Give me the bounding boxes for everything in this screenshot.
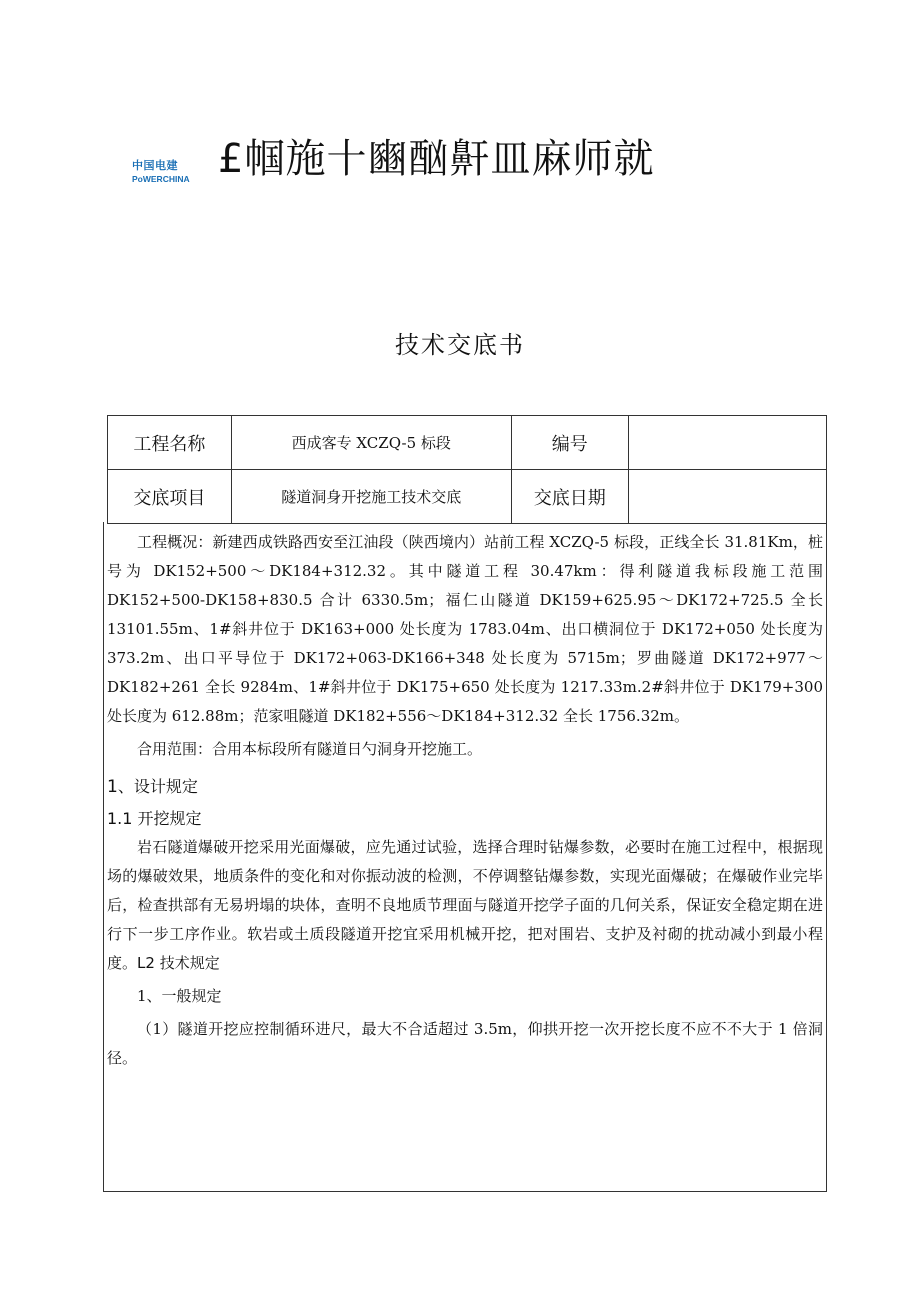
content-body [107,528,823,1073]
section-1-title: 、设计规定 [117,777,198,796]
rule-item-1: （1）隧道开挖应控制循环进尺，最大不合适超过 3.5m，仰拱开挖一次开挖长度不应不不大于 1 倍洞径。 [107,1020,823,1067]
code-label: 编号 [511,416,628,470]
powerchina-logo [132,157,212,184]
handover-date-value [628,470,826,524]
company-name: £帼施十豳酗鼾皿麻师就 [218,136,655,182]
general-rules-heading: 1、一般规定 [137,987,222,1005]
code-value [628,416,826,470]
section-1-2-title: 技术规定 [159,954,220,972]
project-name-label: 工程名称 [108,416,232,470]
section-1-number: 1 [107,777,118,797]
handover-item-label: 交底项目 [108,470,232,524]
info-table [107,415,827,524]
excavation-paragraph [107,833,823,978]
section-1-1-heading [107,804,823,833]
document-title: 技术交底书 [395,331,525,359]
project-name-value: 西成客专 XCZQ-5 标段 [231,416,511,470]
scope-paragraph: 合用范围：合用本标段所有隧道日勺洞身开挖施工。 [137,740,483,758]
handover-item-value: 隧道洞身开挖施工技术交底 [231,470,511,524]
logo-english-text: PoWERCHINA [132,174,190,184]
logo-chinese-text: 中国电建 [132,159,178,172]
section-1-heading [107,772,823,802]
project-overview: 工程概况：新建西成铁路西安至江油段（陕西境内）站前工程 XCZQ-5 标段，正线全长 31.81Km，桩号为 DK152+500～DK184+312.32。其中隧道工程 30.47km：得利隧道我标段施工范围 DK152+500-DK158+830.5 合计 6330.5m；福仁山隧道 DK159+625.95～DK172+725.5 全长 13101.55m、1#斜井位于 DK163+000 处长度为 1783.04m、出口横洞位于 DK172+050 处长度为 373.2m、出口平导位于 DK172+063-DK166+348 处长度为 5715m；罗曲隧道 DK172+977～DK182+261 全长 9284m、1#斜井位于 DK175+650 处长度为 1217.33m.2#斜井位于 DK179+300 处长度为 612.88m；范家咀隧道 DK182+556～DK184+312.32 全长 1756.32m。 [107,533,823,725]
section-1-1-number: 1.1 [107,809,133,828]
handover-date-label: 交底日期 [511,470,628,524]
section-1-2-number: L2 [137,954,155,972]
info-row-item [108,470,827,524]
info-row-project [108,416,827,470]
excavation-text: 岩石隧道爆破开挖采用光面爆破，应先通过试验，选择合理时钻爆参数，必要时在施工过程中，根据现场的爆破效果，地质条件的变化和对你振动波的检测，不停调整钻爆参数，实现光面爆破；在爆破作业完毕后，检查拱部有无易坍塌的块体，查明不良地质节理面与隧道开挖学子面的几何关系，保证安全稳定期在进行下一步工序作业。软岩或土质段隧道开挖宜采用机械开挖，把对围岩、支护及衬砌的扰动减小到最小程度。 [107,838,823,972]
section-1-1-title: 开挖规定 [137,809,202,828]
